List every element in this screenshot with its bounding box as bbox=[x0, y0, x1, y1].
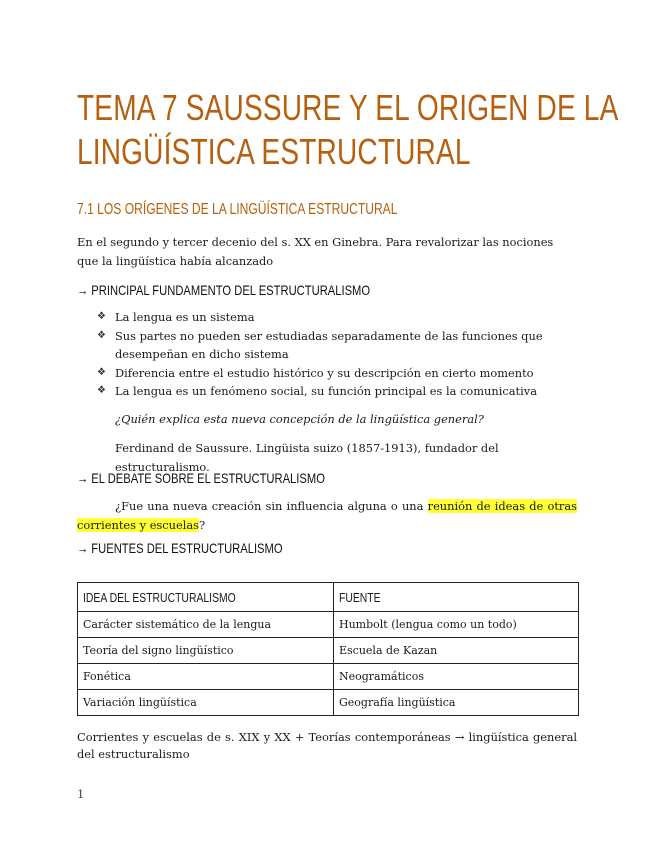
column-header: FUENTE bbox=[334, 583, 579, 612]
debate-heading: → EL DEBATE SOBRE EL ESTRUCTURALISMO bbox=[77, 470, 325, 486]
table-cell: Neogramáticos bbox=[334, 664, 579, 690]
fundamento-list bbox=[97, 308, 567, 401]
section-heading: 7.1 LOS ORÍGENES DE LA LINGÜÍSTICA ESTRUCTURAL bbox=[77, 201, 398, 218]
list-item: ❖ La lengua es un fenómeno social, su función principal es la comunicativa bbox=[97, 382, 567, 401]
answer-text: Ferdinand de Saussure. Lingüista suizo (1857-1913), fundador del estructuralismo. bbox=[115, 441, 499, 474]
diamond-bullet-icon: ❖ bbox=[97, 329, 106, 341]
list-item: ❖ Diferencia entre el estudio histórico y su descripción en cierto momento bbox=[97, 364, 567, 383]
table-row bbox=[78, 612, 579, 638]
conclusion-paragraph: Corrientes y escuelas de s. XIX y XX + Teorías contemporáneas → lingüística general del estructuralismo bbox=[77, 730, 577, 761]
table-cell: Humbolt (lengua como un todo) bbox=[334, 612, 579, 638]
highlighted-text: reunión de ideas de otras corrientes y escuelas bbox=[77, 499, 577, 532]
table-row bbox=[78, 638, 579, 664]
list-item: ❖ La lengua es un sistema bbox=[97, 308, 567, 327]
debate-paragraph: ¿Fue una nueva creación sin influencia alguna o una reunión de ideas de otras corrientes y escuelas? bbox=[77, 499, 577, 532]
diamond-bullet-icon: ❖ bbox=[97, 366, 106, 378]
table-cell: Fonética bbox=[78, 664, 334, 690]
table-row bbox=[78, 664, 579, 690]
table-cell: Geografía lingüística bbox=[334, 690, 579, 716]
list-item: ❖ Sus partes no pueden ser estudiadas separadamente de las funciones que desempeñan en dicho sistema bbox=[97, 328, 543, 362]
column-header: IDEA DEL ESTRUCTURALISMO bbox=[78, 583, 334, 612]
question-text: ¿Quién explica esta nueva concepción de la lingüística general? bbox=[115, 412, 484, 426]
diamond-bullet-icon: ❖ bbox=[97, 385, 106, 397]
fundamento-heading: → PRINCIPAL FUNDAMENTO DEL ESTRUCTURALISMO bbox=[77, 282, 371, 298]
fuentes-table bbox=[77, 582, 579, 716]
page-title: TEMA 7 SAUSSURE Y EL ORIGEN DE LA LINGÜÍSTICA ESTRUCTURAL bbox=[77, 87, 617, 172]
fuentes-heading: → FUENTES DEL ESTRUCTURALISMO bbox=[77, 540, 283, 556]
table-row bbox=[78, 690, 579, 716]
table-cell: Teoría del signo lingüístico bbox=[78, 638, 334, 664]
table-cell: Variación lingüística bbox=[78, 690, 334, 716]
page-number: 1 bbox=[77, 787, 85, 801]
table-cell: Escuela de Kazan bbox=[334, 638, 579, 664]
diamond-bullet-icon: ❖ bbox=[97, 311, 106, 322]
table-header-row bbox=[78, 583, 579, 612]
table-cell: Carácter sistemático de la lengua bbox=[78, 612, 334, 638]
intro-paragraph: En el segundo y tercer decenio del s. XX en Ginebra. Para revalorizar las nociones que la lingüística había alcanzado bbox=[77, 235, 554, 268]
